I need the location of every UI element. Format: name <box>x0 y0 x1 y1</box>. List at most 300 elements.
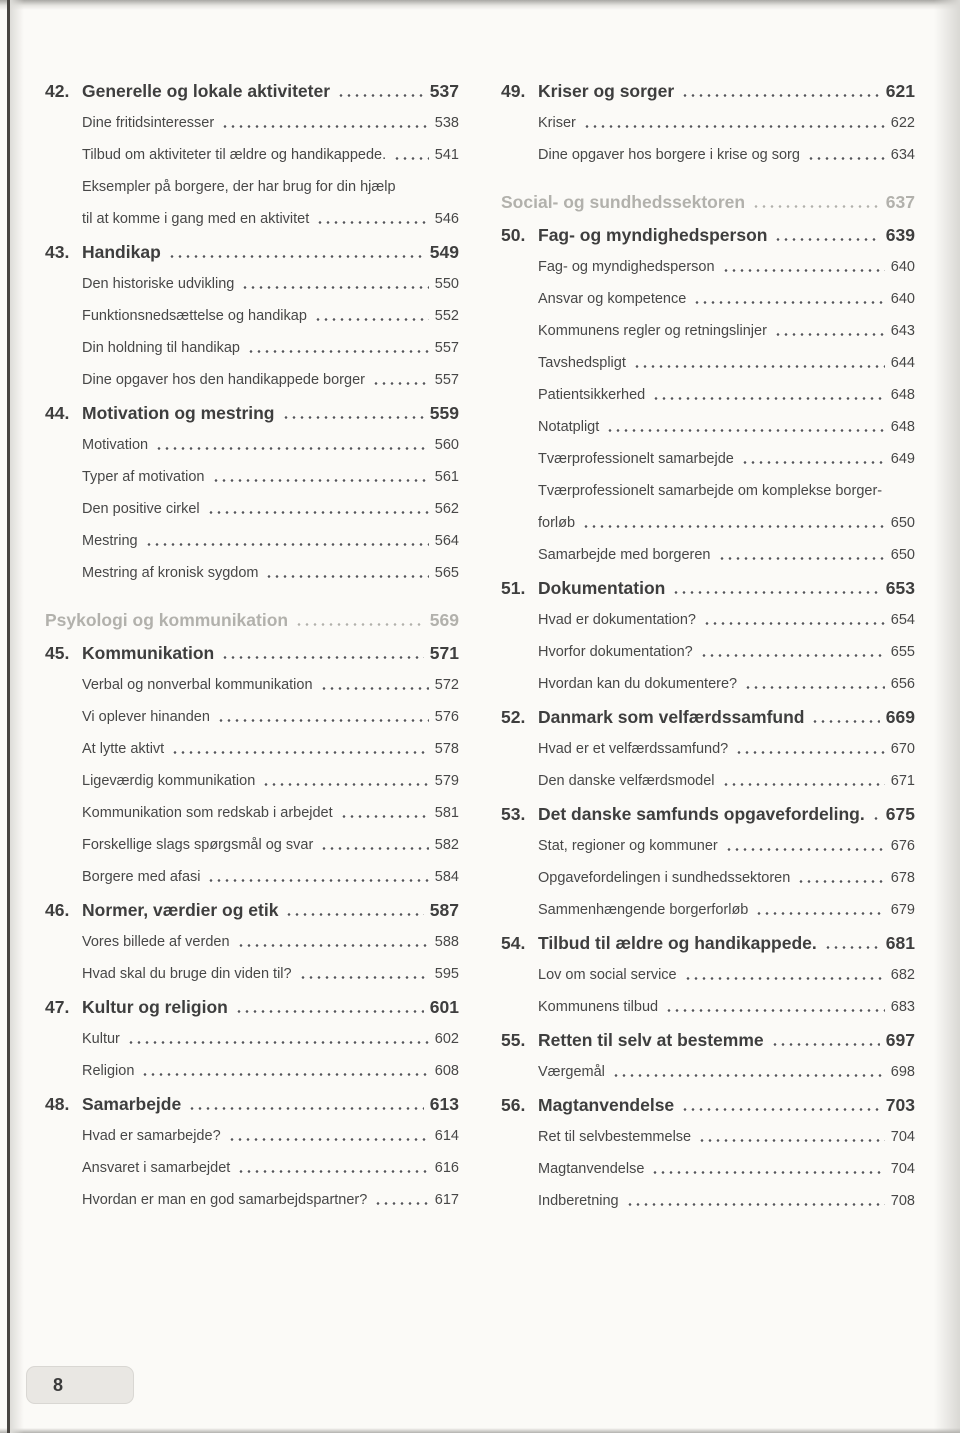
toc-entry-sub <box>501 610 915 630</box>
dot-leader <box>718 556 885 561</box>
toc-entry-sub <box>45 435 459 455</box>
entry-title: Kultur <box>82 1031 120 1047</box>
entry-page-number: 578 <box>434 741 459 757</box>
chapter-number: 53. <box>501 804 526 824</box>
toc-entry-sub <box>45 113 459 133</box>
dot-leader <box>393 156 429 161</box>
entry-page-number: 675 <box>885 804 915 824</box>
entry-title: Magtanvendelse <box>538 1161 645 1177</box>
dot-leader <box>155 446 429 451</box>
dot-leader <box>651 1170 884 1175</box>
entry-title: Tilbud om aktiviteter til ældre og handikappede. <box>82 147 387 163</box>
entry-title: Danmark som velfærdssamfund <box>538 707 805 727</box>
entry-title: Mestring <box>82 533 138 549</box>
chapter-number: 44. <box>45 403 70 423</box>
entry-page-number: 557 <box>434 372 459 388</box>
toc-entry-sub <box>45 707 459 727</box>
entry-page-number: 698 <box>890 1064 915 1080</box>
entry-title: Tilbud til ældre og handikappede. <box>538 933 817 953</box>
dot-leader <box>693 300 884 305</box>
dot-leader <box>127 1040 429 1045</box>
entry-title: Ligeværdig kommunikation <box>82 773 256 789</box>
entry-page-number: 648 <box>890 387 915 403</box>
entry-title: Fag- og myndighedsperson <box>538 259 715 275</box>
entry-title: Ret til selvbestemmelse <box>538 1129 692 1145</box>
toc-entry-sub <box>501 385 915 405</box>
dot-leader <box>703 621 885 626</box>
entry-title: Borgere med afasi <box>82 869 201 885</box>
chapter-number: 49. <box>501 81 526 101</box>
chapter-number: 43. <box>45 242 70 262</box>
entry-page-number: 584 <box>434 869 459 885</box>
toc-entry-sub <box>501 289 915 309</box>
entry-page-number: 639 <box>885 225 915 245</box>
chapter-number: 50. <box>501 225 526 245</box>
dot-leader <box>212 478 429 483</box>
entry-page-number: 708 <box>890 1193 915 1209</box>
entry-page-number: 602 <box>434 1031 459 1047</box>
dot-leader <box>811 719 879 724</box>
dot-leader <box>265 574 428 579</box>
dot-leader <box>228 1137 429 1142</box>
dot-leader <box>188 1106 424 1111</box>
toc-entry-chapter <box>501 803 915 825</box>
chapter-number: 48. <box>45 1094 70 1114</box>
dot-leader <box>282 415 424 420</box>
toc-entry-sub <box>45 563 459 583</box>
entry-title: forløb <box>538 515 576 531</box>
dot-leader <box>771 1042 880 1047</box>
table-of-contents <box>45 80 915 1223</box>
entry-title: Normer, værdier og etik <box>82 900 279 920</box>
toc-entry-sub <box>501 449 915 469</box>
entry-title: Vores billede af verden <box>82 934 230 950</box>
entry-title: Kommunikation <box>82 643 215 663</box>
entry-page-number: 621 <box>885 81 915 101</box>
dot-leader <box>681 93 880 98</box>
toc-entry-chapter <box>501 932 915 954</box>
entry-title: Dine opgaver hos borgere i krise og sorg <box>538 147 800 163</box>
entry-page-number: 576 <box>434 709 459 725</box>
toc-entry-sub <box>45 675 459 695</box>
entry-title: Ansvar og kompetence <box>538 291 687 307</box>
entry-title: Samarbejde <box>82 1094 182 1114</box>
dot-leader <box>207 510 429 515</box>
dot-leader <box>583 124 885 129</box>
toc-entry-section <box>501 191 915 213</box>
dot-leader <box>606 428 885 433</box>
entry-title: Hvad er et velfærdssamfund? <box>538 741 729 757</box>
toc-entry-sub <box>501 145 915 165</box>
chapter-number: 42. <box>45 81 70 101</box>
toc-right-column <box>501 80 915 1223</box>
entry-title: Forskellige slags spørgsmål og svar <box>82 837 314 853</box>
entry-page-number: 616 <box>434 1160 459 1176</box>
entry-title: Religion <box>82 1063 135 1079</box>
toc-entry-sub <box>45 274 459 294</box>
entry-title: Den historiske udvikling <box>82 276 235 292</box>
toc-entry-sub <box>501 836 915 856</box>
entry-title: Kriser og sorger <box>538 81 675 101</box>
entry-page-number: 669 <box>885 707 915 727</box>
toc-entry-sub <box>501 353 915 373</box>
book-spine-shade <box>10 0 24 1433</box>
entry-page-number: 541 <box>434 147 459 163</box>
dot-leader <box>247 349 429 354</box>
toc-entry-sub <box>501 674 915 694</box>
dot-leader <box>171 750 429 755</box>
entry-title: Det danske samfunds opgavefordeling. <box>538 804 865 824</box>
toc-entry-section <box>45 609 459 631</box>
toc-entry-chapter <box>45 996 459 1018</box>
dot-leader <box>221 124 429 129</box>
entry-page-number: 682 <box>890 967 915 983</box>
toc-entry-sub <box>45 531 459 551</box>
entry-title: Fag- og myndighedsperson <box>538 225 768 245</box>
chapter-number: 51. <box>501 578 526 598</box>
toc-entry-sub <box>501 900 915 920</box>
entry-page-number: 634 <box>890 147 915 163</box>
dot-leader <box>684 976 885 981</box>
toc-entry-chapter <box>501 80 915 102</box>
entry-title: Den positive cirkel <box>82 501 200 517</box>
dot-leader <box>722 782 885 787</box>
toc-entry-sub <box>45 1126 459 1146</box>
toc-left-column <box>45 80 459 1223</box>
dot-leader <box>725 847 885 852</box>
entry-title: Verbal og nonverbal kommunikation <box>82 677 313 693</box>
entry-title: Værgemål <box>538 1064 605 1080</box>
toc-entry-sub <box>45 867 459 887</box>
dot-leader <box>374 1201 428 1206</box>
entry-page-number: 697 <box>885 1030 915 1050</box>
dot-leader <box>320 686 429 691</box>
toc-entry-sub <box>45 370 459 390</box>
dot-leader <box>741 460 885 465</box>
dot-leader <box>700 653 885 658</box>
entry-page-number: 643 <box>890 323 915 339</box>
dot-leader <box>744 685 885 690</box>
entry-page-number: 644 <box>890 355 915 371</box>
entry-page-number: 653 <box>885 578 915 598</box>
entry-title: Hvordan kan du dokumentere? <box>538 676 738 692</box>
chapter-number: 54. <box>501 933 526 953</box>
dot-leader <box>872 816 880 821</box>
chapter-number: 56. <box>501 1095 526 1115</box>
toc-entry-sub <box>501 321 915 341</box>
entry-title: Motivation og mestring <box>82 403 275 423</box>
toc-entry-sub <box>501 1191 915 1211</box>
dot-leader <box>221 655 424 660</box>
dot-leader <box>824 945 880 950</box>
dot-leader <box>698 1138 885 1143</box>
entry-page-number: 588 <box>434 934 459 950</box>
entry-page-number: 562 <box>434 501 459 517</box>
entry-page-number: 678 <box>890 870 915 886</box>
entry-title: At lytte aktivt <box>82 741 165 757</box>
dot-leader <box>665 1008 885 1013</box>
entry-page-number: 546 <box>434 211 459 227</box>
toc-entry-sub <box>45 1029 459 1049</box>
toc-entry-sub <box>45 1190 459 1210</box>
entry-page-number: 704 <box>890 1129 915 1145</box>
dot-leader <box>672 590 879 595</box>
toc-entry-sub <box>501 513 915 533</box>
toc-entry-sub <box>45 145 459 165</box>
entry-page-number: 560 <box>434 437 459 453</box>
entry-page-number: 550 <box>434 276 459 292</box>
entry-title: Vi oplever hinanden <box>82 709 210 725</box>
toc-entry-sub <box>501 739 915 759</box>
dot-leader <box>241 285 428 290</box>
dot-leader <box>652 396 885 401</box>
entry-page-number: 601 <box>429 997 459 1017</box>
toc-entry-sub <box>501 257 915 277</box>
entry-page-number: 648 <box>890 419 915 435</box>
dot-leader <box>314 317 429 322</box>
entry-page-number: 637 <box>885 192 915 212</box>
entry-title: Ansvaret i samarbejdet <box>82 1160 231 1176</box>
entry-page-number: 595 <box>434 966 459 982</box>
entry-page-number: 656 <box>890 676 915 692</box>
entry-title: Retten til selv at bestemme <box>538 1030 764 1050</box>
entry-page-number: 649 <box>890 451 915 467</box>
dot-leader <box>722 268 885 273</box>
entry-title: Motivation <box>82 437 149 453</box>
entry-title: Tværprofessionelt samarbejde om komplekse borger- <box>538 483 883 499</box>
entry-title: Psykologi og kommunikation <box>45 610 289 630</box>
toc-entry-sub <box>45 835 459 855</box>
entry-page-number: 582 <box>434 837 459 853</box>
entry-page-number: 640 <box>890 291 915 307</box>
toc-entry-chapter <box>501 224 915 246</box>
entry-title: Stat, regioner og kommuner <box>538 838 718 854</box>
entry-page-number: 608 <box>434 1063 459 1079</box>
entry-title: Indberetning <box>538 1193 619 1209</box>
entry-title: Hvad er dokumentation? <box>538 612 696 628</box>
entry-title: Opgavefordelingen i sundhedssektoren <box>538 870 791 886</box>
dot-leader <box>582 524 885 529</box>
toc-entry-sub <box>501 481 915 501</box>
entry-page-number: 549 <box>429 242 459 262</box>
entry-title: Sammenhængende borgerforløb <box>538 902 749 918</box>
entry-title: Kommunikation som redskab i arbejdet <box>82 805 333 821</box>
toc-entry-sub <box>45 1061 459 1081</box>
entry-title: Kommunens regler og retningslinjer <box>538 323 767 339</box>
dot-leader <box>145 542 429 547</box>
entry-title: Handikap <box>82 242 161 262</box>
entry-title: Funktionsnedsættelse og handikap <box>82 308 307 324</box>
dot-leader <box>797 879 884 884</box>
entry-title: Dine fritidsinteresser <box>82 115 215 131</box>
toc-entry-sub <box>45 964 459 984</box>
scan-top-edge <box>0 0 960 10</box>
entry-page-number: 538 <box>434 115 459 131</box>
toc-entry-sub <box>45 177 459 197</box>
entry-page-number: 587 <box>429 900 459 920</box>
entry-page-number: 655 <box>890 644 915 660</box>
entry-page-number: 640 <box>890 259 915 275</box>
chapter-number: 47. <box>45 997 70 1017</box>
chapter-number: 55. <box>501 1030 526 1050</box>
scan-right-edge <box>934 0 960 1433</box>
entry-page-number: 537 <box>429 81 459 101</box>
toc-entry-sub <box>501 1159 915 1179</box>
dot-leader <box>207 878 428 883</box>
toc-entry-chapter <box>501 577 915 599</box>
entry-title: Den danske velfærdsmodel <box>538 773 715 789</box>
entry-page-number: 557 <box>434 340 459 356</box>
dot-leader <box>295 622 424 627</box>
entry-page-number: 617 <box>434 1192 459 1208</box>
dot-leader <box>626 1202 885 1207</box>
entry-page-number: 552 <box>434 308 459 324</box>
entry-page-number: 670 <box>890 741 915 757</box>
toc-entry-chapter <box>45 241 459 263</box>
entry-title: Tværprofessionelt samarbejde <box>538 451 734 467</box>
entry-title: Din holdning til handikap <box>82 340 240 356</box>
dot-leader <box>320 846 429 851</box>
toc-entry-sub <box>501 771 915 791</box>
toc-entry-sub <box>45 338 459 358</box>
page-number: 8 <box>53 1374 64 1395</box>
entry-page-number: 650 <box>890 515 915 531</box>
toc-entry-sub <box>45 209 459 229</box>
entry-title: Lov om social service <box>538 967 677 983</box>
entry-page-number: 654 <box>890 612 915 628</box>
toc-entry-sub <box>501 545 915 565</box>
entry-page-number: 571 <box>429 643 459 663</box>
entry-title: til at komme i gang med en aktivitet <box>82 211 310 227</box>
dot-leader <box>681 1107 880 1112</box>
toc-entry-chapter <box>45 1093 459 1115</box>
entry-page-number: 564 <box>434 533 459 549</box>
chapter-number: 46. <box>45 900 70 920</box>
toc-entry-sub <box>501 113 915 133</box>
dot-leader <box>168 254 424 259</box>
entry-title: Dokumentation <box>538 578 666 598</box>
toc-entry-chapter <box>501 1094 915 1116</box>
dot-leader <box>755 911 884 916</box>
toc-entry-chapter <box>45 642 459 664</box>
toc-entry-sub <box>501 965 915 985</box>
entry-page-number: 681 <box>885 933 915 953</box>
dot-leader <box>316 220 429 225</box>
toc-entry-sub <box>501 868 915 888</box>
entry-page-number: 581 <box>434 805 459 821</box>
entry-title: Hvorfor dokumentation? <box>538 644 693 660</box>
toc-entry-chapter <box>501 706 915 728</box>
entry-page-number: 559 <box>429 403 459 423</box>
toc-entry-chapter <box>45 402 459 424</box>
entry-page-number: 622 <box>890 115 915 131</box>
entry-page-number: 572 <box>434 677 459 693</box>
entry-page-number: 614 <box>434 1128 459 1144</box>
entry-title: Hvordan er man en god samarbejdspartner? <box>82 1192 368 1208</box>
dot-leader <box>237 1169 429 1174</box>
entry-page-number: 679 <box>890 902 915 918</box>
entry-title: Eksempler på borgere, der har brug for din hjælp <box>82 179 396 195</box>
entry-title: Mestring af kronisk sygdom <box>82 565 259 581</box>
toc-entry-sub <box>45 306 459 326</box>
entry-title: Samarbejde med borgeren <box>538 547 711 563</box>
toc-entry-sub <box>501 1062 915 1082</box>
entry-page-number: 676 <box>890 838 915 854</box>
entry-title: Social- og sundhedssektoren <box>501 192 746 212</box>
page-number-tab <box>26 1366 134 1404</box>
entry-page-number: 650 <box>890 547 915 563</box>
entry-page-number: 613 <box>429 1094 459 1114</box>
dot-leader <box>807 156 885 161</box>
entry-title: Patientsikkerhed <box>538 387 646 403</box>
toc-entry-sub <box>45 739 459 759</box>
dot-leader <box>372 381 429 386</box>
dot-leader <box>774 332 885 337</box>
entry-title: Hvad skal du bruge din viden til? <box>82 966 292 982</box>
toc-entry-sub <box>45 467 459 487</box>
entry-title: Kultur og religion <box>82 997 228 1017</box>
entry-title: Generelle og lokale aktiviteter <box>82 81 331 101</box>
entry-page-number: 561 <box>434 469 459 485</box>
entry-page-number: 579 <box>434 773 459 789</box>
dot-leader <box>237 943 429 948</box>
entry-page-number: 683 <box>890 999 915 1015</box>
dot-leader <box>337 93 424 98</box>
scan-bottom-edge <box>0 1428 960 1433</box>
toc-entry-chapter <box>45 899 459 921</box>
dot-leader <box>285 912 423 917</box>
entry-title: Dine opgaver hos den handikappede borger <box>82 372 365 388</box>
entry-title: Typer af motivation <box>82 469 205 485</box>
entry-title: Magtanvendelse <box>538 1095 675 1115</box>
toc-entry-sub <box>501 642 915 662</box>
entry-title: Hvad er samarbejde? <box>82 1128 221 1144</box>
dot-leader <box>141 1072 428 1077</box>
toc-entry-chapter <box>501 1029 915 1051</box>
dot-leader <box>752 204 880 209</box>
dot-leader <box>774 237 879 242</box>
dot-leader <box>735 750 885 755</box>
entry-page-number: 565 <box>434 565 459 581</box>
toc-entry-sub <box>45 932 459 952</box>
chapter-number: 52. <box>501 707 526 727</box>
toc-entry-sub <box>45 1158 459 1178</box>
entry-page-number: 703 <box>885 1095 915 1115</box>
entry-page-number: 671 <box>890 773 915 789</box>
dot-leader <box>299 975 429 980</box>
toc-entry-sub <box>45 771 459 791</box>
entry-page-number: 569 <box>429 610 459 630</box>
toc-entry-sub <box>45 803 459 823</box>
entry-title: Kommunens tilbud <box>538 999 659 1015</box>
toc-entry-sub <box>501 997 915 1017</box>
dot-leader <box>340 814 429 819</box>
entry-title: Notatpligt <box>538 419 600 435</box>
dot-leader <box>217 718 429 723</box>
dot-leader <box>612 1073 885 1078</box>
dot-leader <box>235 1009 424 1014</box>
toc-entry-sub <box>45 499 459 519</box>
toc-entry-sub <box>501 1127 915 1147</box>
dot-leader <box>633 364 885 369</box>
entry-title: Kriser <box>538 115 576 131</box>
entry-page-number: 704 <box>890 1161 915 1177</box>
dot-leader <box>262 782 429 787</box>
chapter-number: 45. <box>45 643 70 663</box>
entry-title: Tavshedspligt <box>538 355 626 371</box>
toc-entry-sub <box>501 417 915 437</box>
toc-entry-chapter <box>45 80 459 102</box>
